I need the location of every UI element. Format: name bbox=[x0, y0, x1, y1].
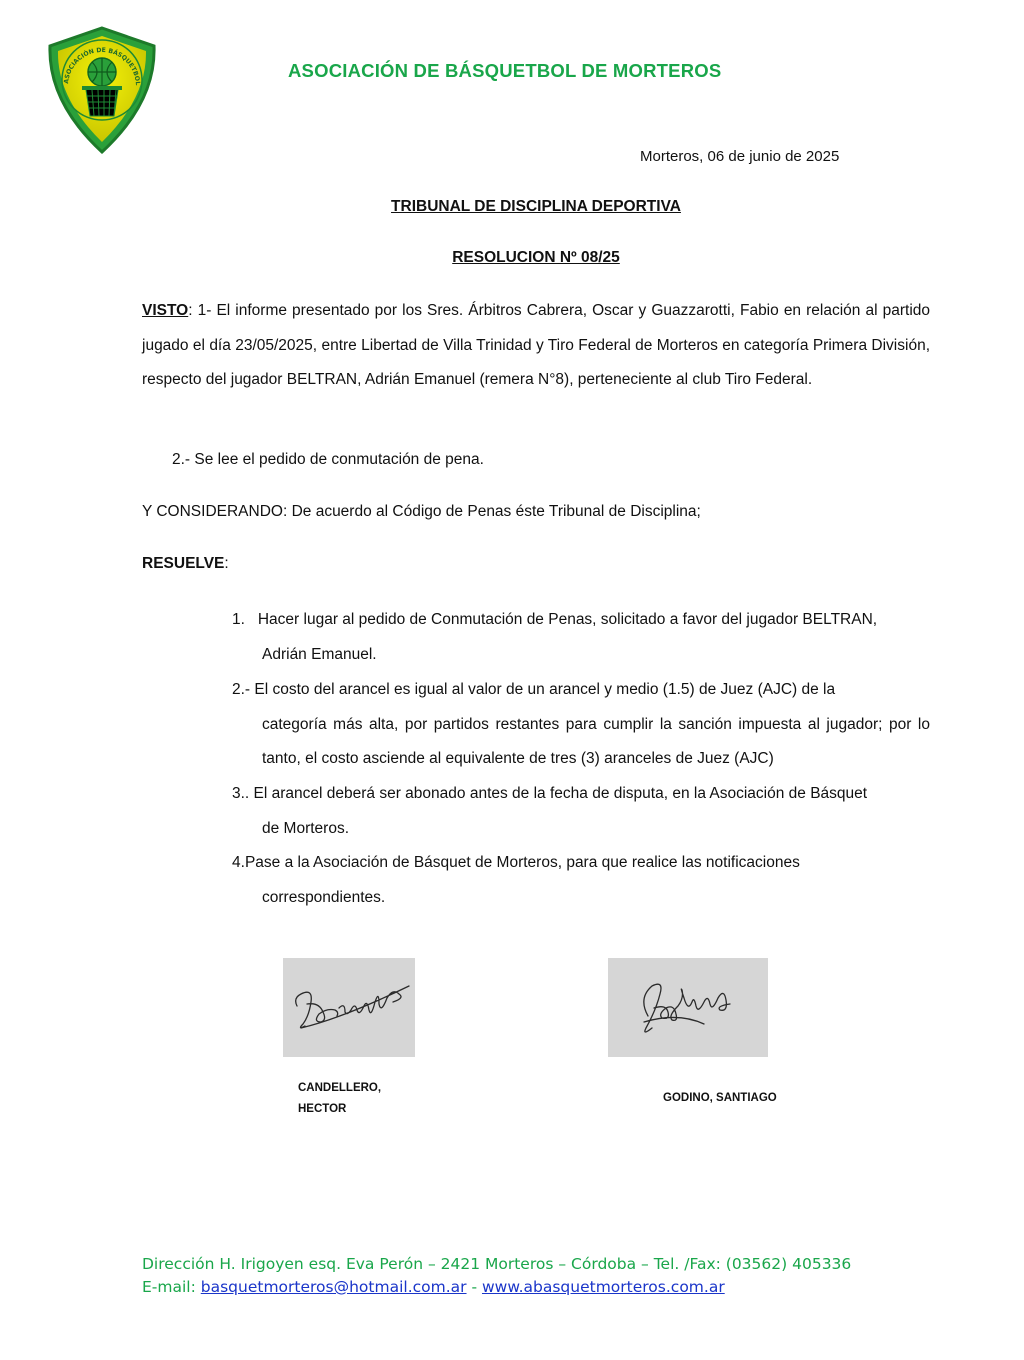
tribunal-heading: TRIBUNAL DE DISCIPLINA DEPORTIVA bbox=[391, 198, 681, 215]
resolution-item-4 bbox=[232, 846, 930, 915]
email-link[interactable]: basquetmorteros@hotmail.com.ar bbox=[200, 1278, 467, 1296]
item-text-continued: de Morteros. bbox=[262, 819, 350, 837]
svg-text:ASOCIACIÓN DE BÁSQUETBOL DE MO: ASOCIACIÓN DE BÁSQUETBOL bbox=[63, 46, 142, 86]
footer-contact bbox=[142, 1278, 725, 1296]
signatory-name-line-2: HECTOR bbox=[298, 1103, 347, 1115]
considerando-paragraph: Y CONSIDERANDO: De acuerdo al Código de Penas éste Tribunal de Disciplina; bbox=[142, 503, 701, 520]
resuelve-label: RESUELVE bbox=[142, 555, 225, 572]
item-text: Hacer lugar al pedido de Conmutación de Penas, solicitado a favor del jugador BELTRAN, bbox=[257, 611, 878, 628]
website-link[interactable]: www.abasquetmorteros.com.ar bbox=[481, 1278, 725, 1296]
organization-title: ASOCIACIÓN DE BÁSQUETBOL DE MORTEROS bbox=[288, 60, 722, 81]
footer-separator: - bbox=[466, 1278, 482, 1296]
resuelve-heading bbox=[142, 555, 229, 573]
signatory-name-line-1: CANDELLERO, bbox=[298, 1082, 382, 1094]
item-text: Pase a la Asociación de Básquet de Morteros, para que realice las notificaciones bbox=[244, 854, 800, 871]
resolution-item-1 bbox=[232, 603, 930, 672]
item-text-continued: categoría más alta, por partidos restantes para cumplir la sanción impuesta al jugador; por lo tanto, el costo asciende al equivalente de tres (3) aranceles de Juez (AJC) bbox=[262, 715, 930, 767]
item-text-continued: correspondientes. bbox=[262, 888, 386, 906]
item-number: 2.- bbox=[232, 681, 255, 698]
visto-paragraph bbox=[142, 294, 930, 398]
footer-address: Dirección H. Irigoyen esq. Eva Perón – 2421 Morteros – Córdoba – Tel. /Fax: (03562) 405336 bbox=[142, 1255, 852, 1273]
item-text: El arancel deberá ser abonado antes de la fecha de disputa, en la Asociación de Básquet bbox=[253, 785, 868, 802]
visto-label: VISTO bbox=[142, 302, 189, 319]
item-number: 1. bbox=[232, 611, 258, 628]
visto-text: : 1- El informe presentado por los Sres. Árbitros Cabrera, Oscar y Guazzarotti, Fabio en relación al partido jugado el día 23/05/2025, entre Libertad de Villa Trinidad y Tiro Federal de Morteros en categoría Primera División, respecto del jugador BELTRAN, Adrián Emanuel (remera N°8), perteneciente al club Tiro Federal. bbox=[142, 302, 930, 388]
signature-candellero bbox=[283, 958, 415, 1057]
resuelve-colon: : bbox=[224, 555, 229, 572]
resolution-item-2 bbox=[232, 673, 930, 777]
document-date: Morteros, 06 de junio de 2025 bbox=[640, 148, 840, 165]
association-logo bbox=[42, 24, 162, 156]
signature-godino bbox=[608, 958, 768, 1057]
item-number: 4. bbox=[232, 854, 245, 871]
visto-item-2: 2.- Se lee el pedido de conmutación de pena. bbox=[172, 451, 484, 468]
signatory-name-candellero bbox=[298, 1078, 381, 1120]
signatory-name-godino: GODINO, SANTIAGO bbox=[663, 1092, 777, 1104]
resolution-item-3 bbox=[232, 777, 930, 846]
resolution-number-heading: RESOLUCION Nº 08/25 bbox=[452, 249, 620, 266]
item-number: 3.. bbox=[232, 785, 254, 802]
item-text: El costo del arancel es igual al valor de un arancel y medio (1.5) de Juez (AJC) de la bbox=[254, 681, 836, 698]
item-text-continued: Adrián Emanuel. bbox=[262, 645, 377, 663]
email-label: E-mail: bbox=[142, 1278, 201, 1296]
